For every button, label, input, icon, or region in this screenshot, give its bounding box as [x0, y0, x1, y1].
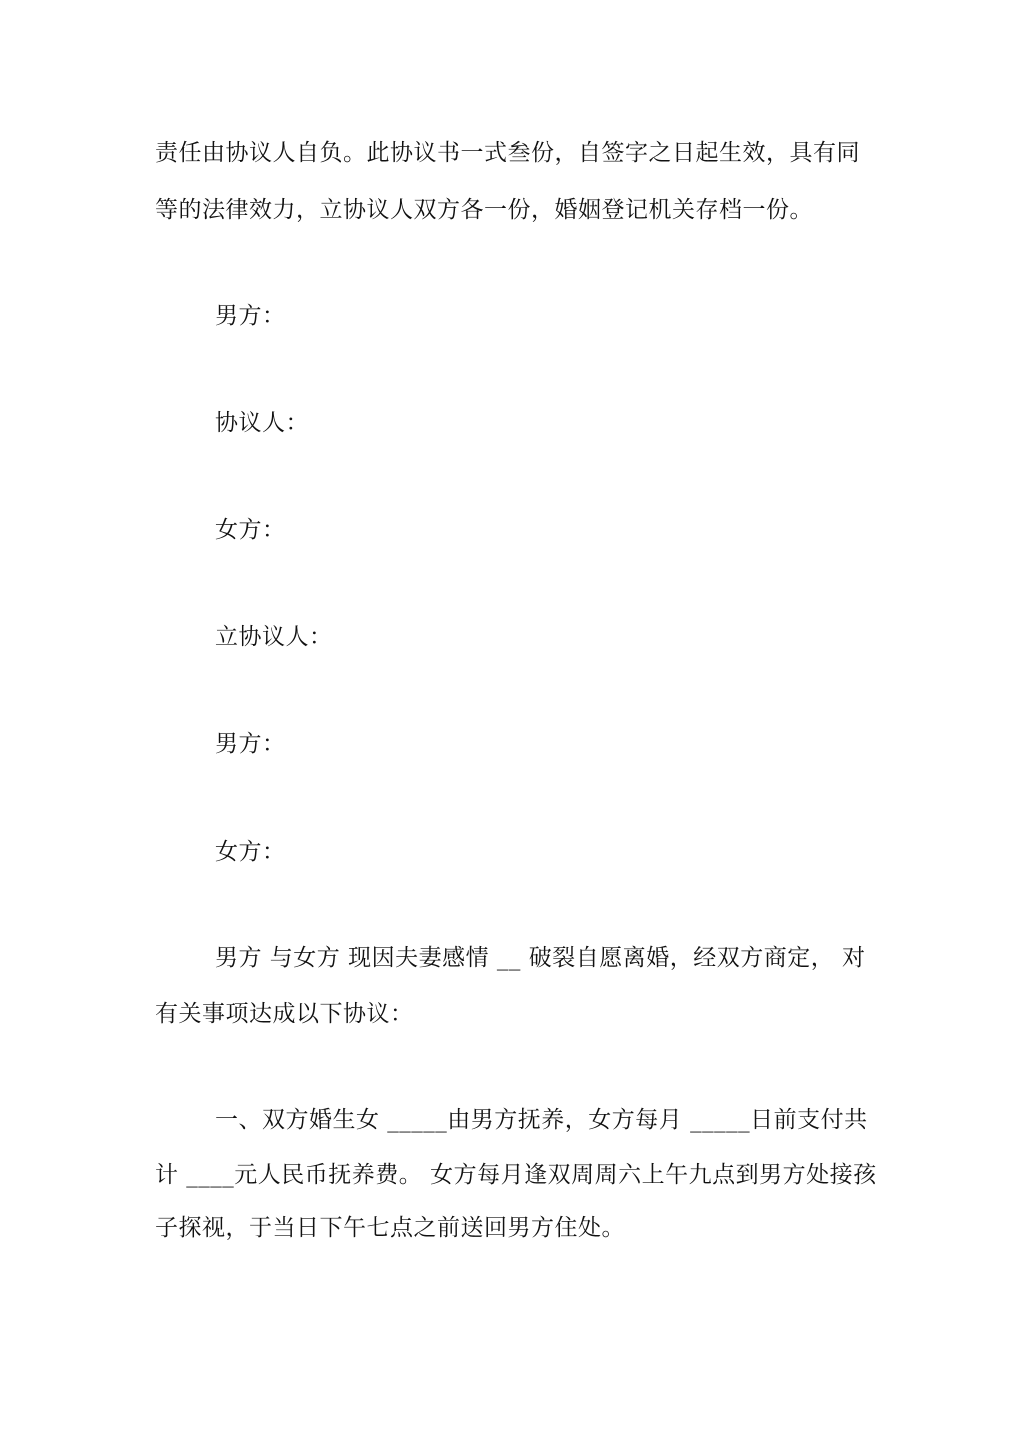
clause-1-line-2: 计 ____元人民币抚养费。 女方每月逢双周周六上午九点到男方处接孩	[155, 1162, 877, 1188]
closing-paragraph-line-2: 等的法律效力，立协议人双方各一份，婚姻登记机关存档一份。	[155, 197, 813, 223]
signature-female-label: 女方：	[215, 517, 286, 543]
male-party-label: 男方：	[215, 731, 286, 757]
clause-1-line-1: 一、双方婚生女 _____由男方抚养，女方每月 _____日前支付共	[215, 1107, 868, 1133]
intro-paragraph-line-2: 有关事项达成以下协议：	[155, 1001, 414, 1027]
signature-party-label: 协议人：	[215, 410, 309, 436]
intro-paragraph-line-1: 男方 与女方 现因夫妻感情 __ 破裂自愿离婚，经双方商定， 对	[215, 945, 866, 971]
female-party-label: 女方：	[215, 839, 286, 865]
closing-paragraph-line-1: 责任由协议人自负。此协议书一式叁份，自签字之日起生效，具有同	[155, 140, 860, 166]
signature-male-label: 男方：	[215, 303, 286, 329]
establishing-party-label: 立协议人：	[215, 624, 333, 650]
clause-1-line-3: 子探视，于当日下午七点之前送回男方住处。	[155, 1215, 625, 1241]
